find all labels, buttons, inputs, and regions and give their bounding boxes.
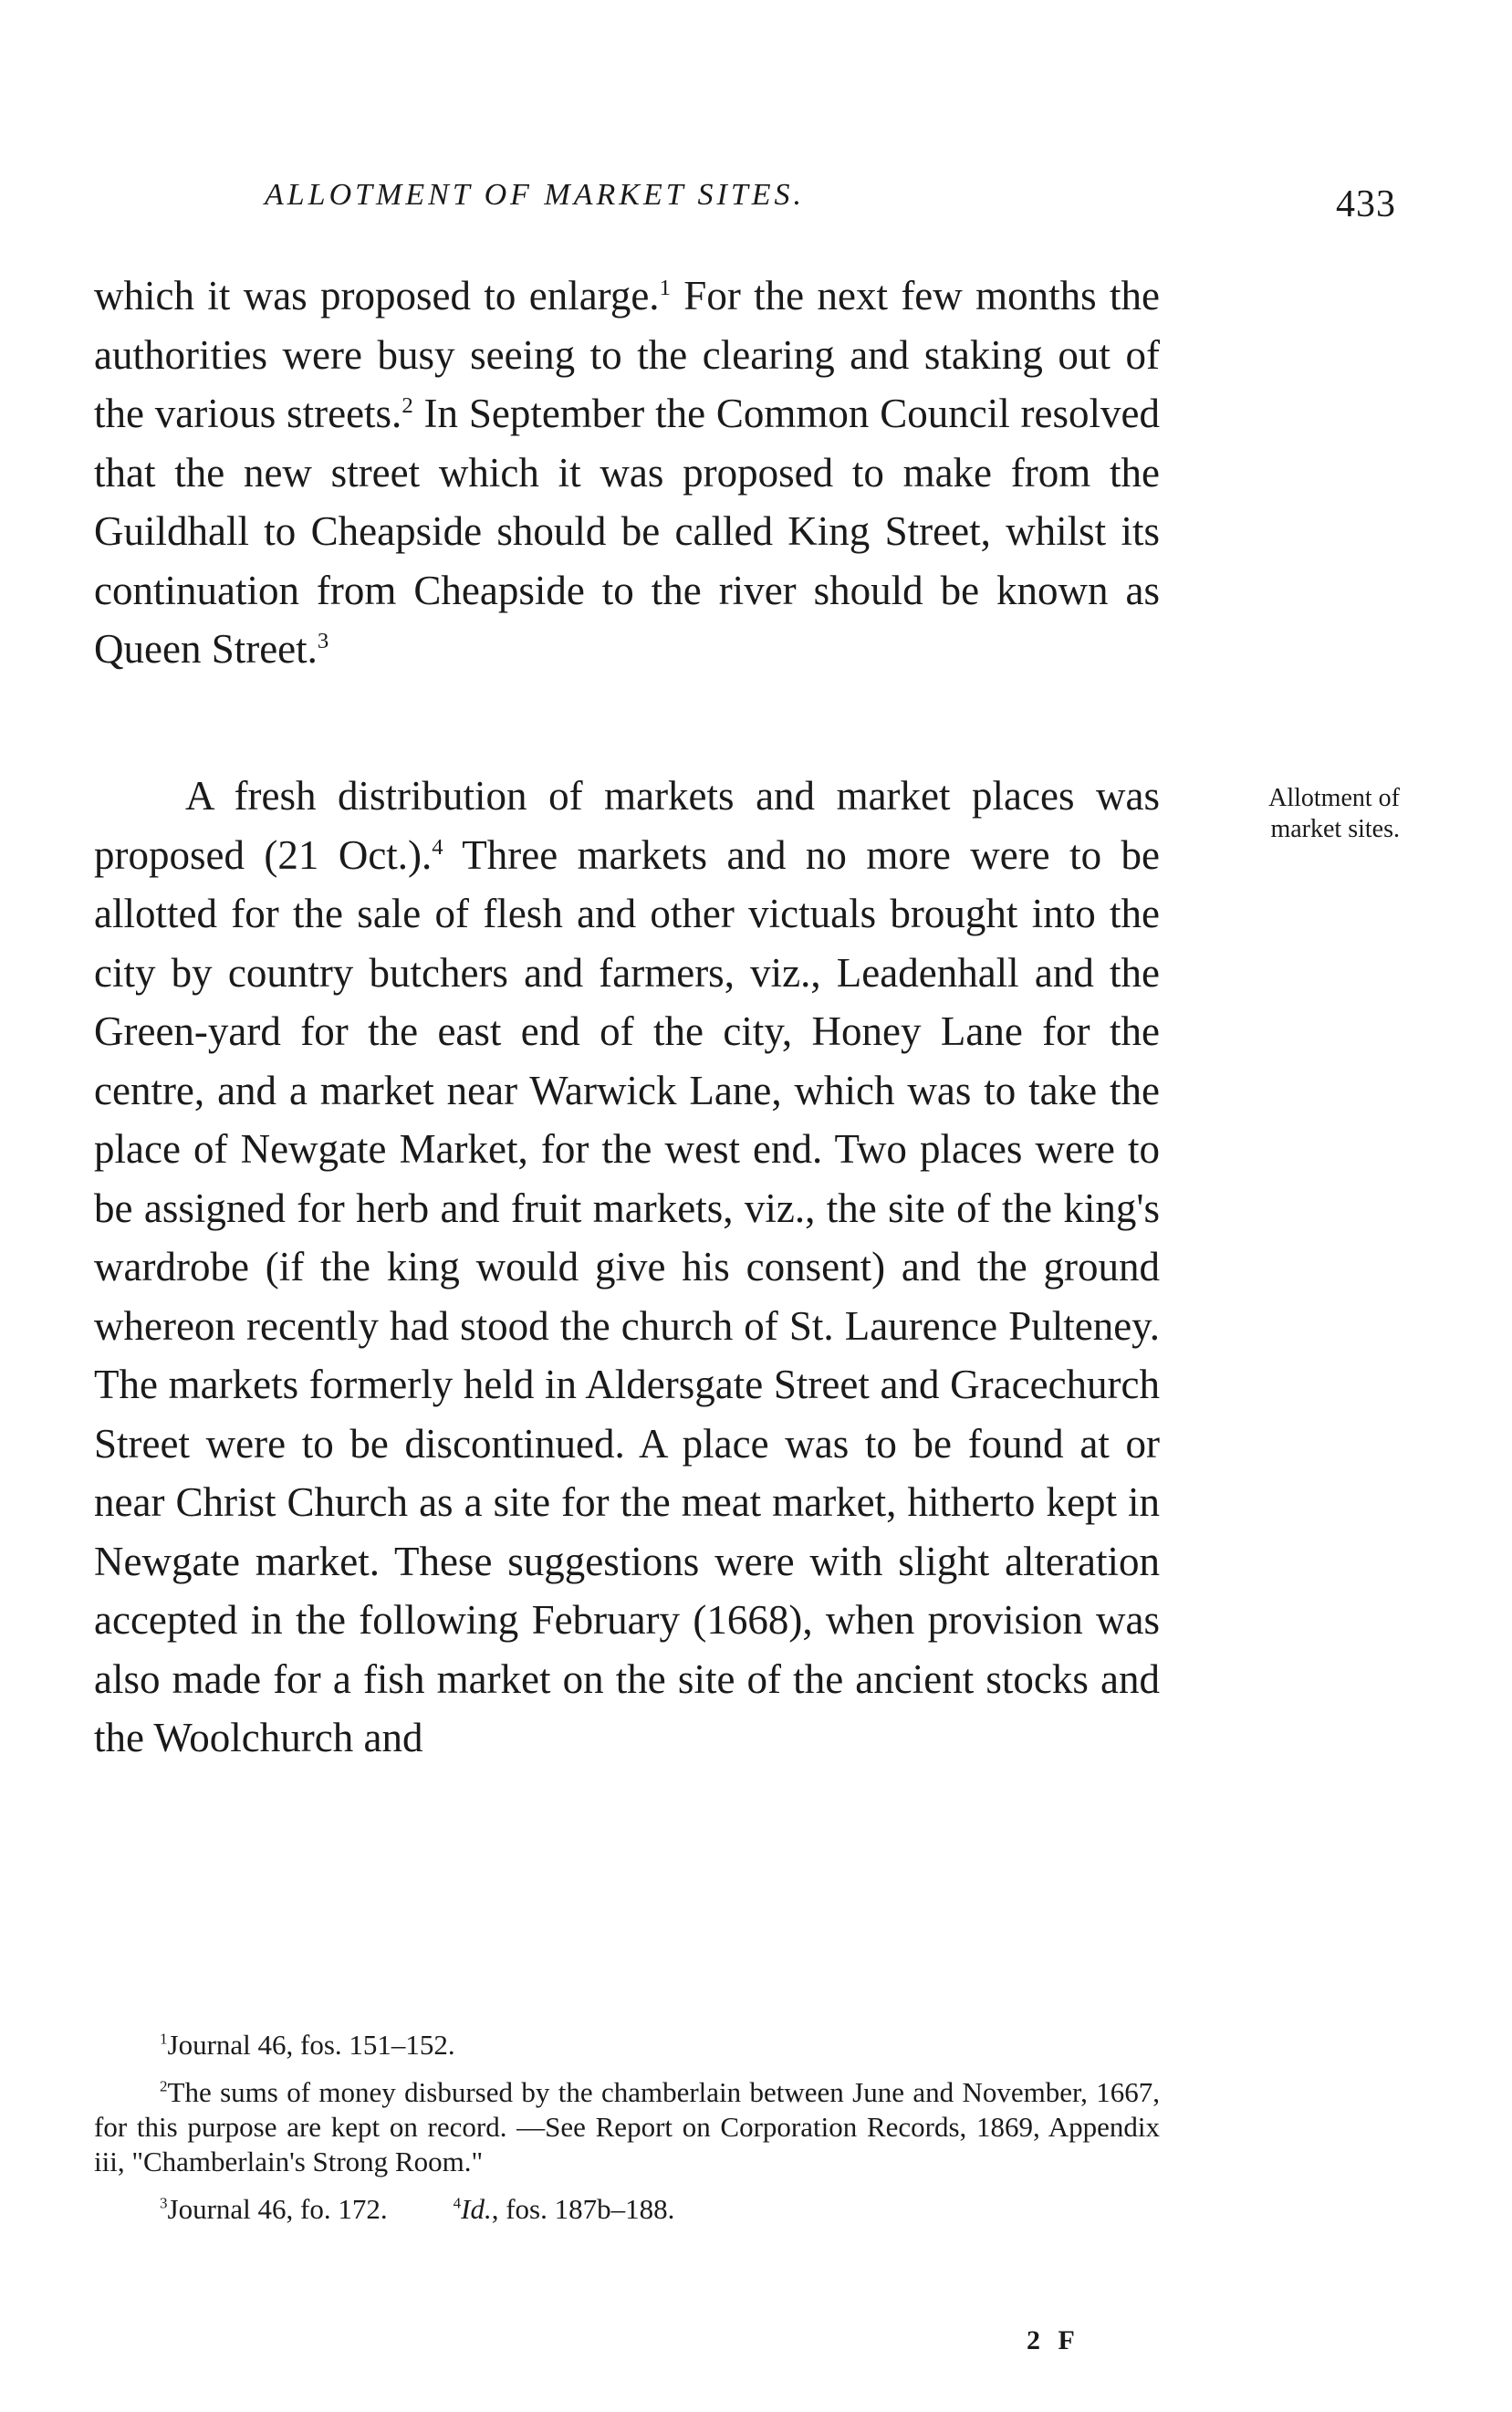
- footnote-4: [454, 2192, 675, 2227]
- footnote-ref-4: 4: [432, 834, 443, 860]
- footnote-1-text: Journal 46, fos. 151–152.: [167, 2029, 455, 2061]
- footnote-4-mark: 4: [453, 2194, 462, 2212]
- footnote-3-mark: 3: [160, 2194, 168, 2212]
- paragraph-2-text-b: Three markets and no more were to be allotted for the sale of flesh and other victuals brought into the city by country butchers and farmers, viz., Leadenhall and the Green-yard for the east end of the city, Honey Lane for the centre, and a market near Warwick Lane, which was to take the place of Newgate Market, for the west end. Two places were to be assigned for herb and fruit markets, viz., the site of the king's wardrobe (if the king would give his consent) and the ground whereon recently had stood the church of St. Laurence Pulteney. The markets formerly held in Aldersgate Street and Gracechurch Street were to be discontinued. A place was to be found at or near Christ Church as a site for the meat market, hitherto kept in Newgate market. These suggestions were with slight alteration accepted in the following February (1668), when provision was also made for a fish market on the site of the ancient stocks and the Woolchurch and: [94, 831, 1160, 1760]
- footnote-1-mark: 1: [160, 2030, 168, 2048]
- footnote-ref-2: 2: [401, 393, 413, 418]
- paragraph-1: [94, 266, 1160, 679]
- footnotes: [94, 2028, 1160, 2227]
- signature-mark: 2 F: [1027, 2325, 1080, 2355]
- page-number: 433: [1336, 183, 1396, 225]
- footnote-ref-1: 1: [659, 276, 671, 300]
- footnote-3-text: Journal 46, fo. 172.: [167, 2193, 388, 2225]
- footnote-2-text: The sums of money disbursed by the chamberlain between June and November, 1667, for this purpose are kept on record. —See Report on Corporation Records, 1869, Appendix iii, "Chamberlain's Strong Room.": [94, 2076, 1160, 2177]
- footnote-3: [160, 2192, 388, 2227]
- paragraph-2-text-a: A fresh distribution of markets and market places was proposed (21 Oct.).: [94, 773, 1160, 878]
- running-title: ALLOTMENT OF MARKET SITES.: [265, 178, 806, 212]
- footnote-4-ibid: Id.: [461, 2193, 492, 2225]
- footnote-row-3-4: [94, 2192, 1160, 2227]
- paragraph-1-text-a: which it was proposed to enlarge.: [94, 273, 660, 318]
- margin-note: [1172, 783, 1400, 845]
- footnote-4-text: , fos. 187b–188.: [491, 2193, 675, 2225]
- paragraph-1-text-c: In September the Common Council resolved that the new street which it was proposed to make from the Guildhall to Cheapside should be called King Street, whilst its continuation from Cheapside to the river should be known as Queen Street.: [94, 391, 1160, 672]
- footnote-1: [94, 2028, 1160, 2062]
- footnote-ref-3: 3: [317, 629, 329, 653]
- margin-note-line-2: market sites.: [1270, 815, 1400, 843]
- footnote-2-mark: 2: [160, 2077, 168, 2095]
- paragraph-2: [94, 767, 1160, 1768]
- footnote-2: [94, 2075, 1160, 2179]
- paragraph-1-text-b: For the next few months the authorities were busy seeing to the clearing and staking out of the various streets.: [94, 273, 1160, 436]
- margin-note-line-1: Allotment of: [1268, 784, 1400, 812]
